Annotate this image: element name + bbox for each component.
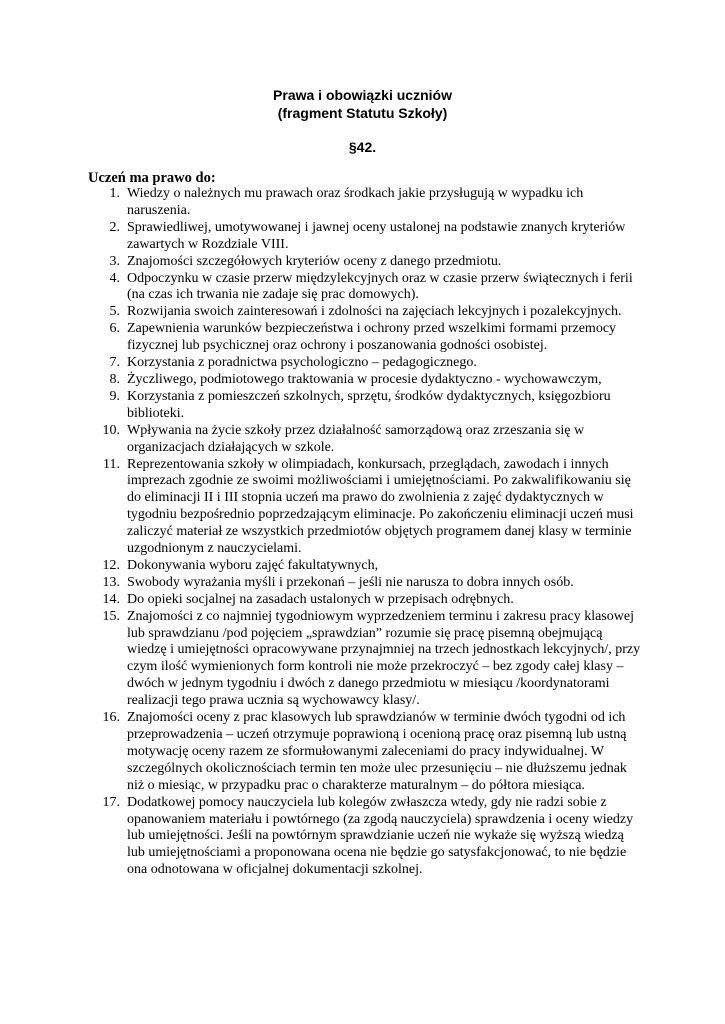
list-item-text: Wpływania na życie szkoły przez działalność samorządową oraz zrzeszania się w organizacjach działających w szkole. [127,422,585,455]
list-item [88,457,643,558]
list-item [88,609,643,710]
list-item-number: 12. [102,557,120,573]
list-item [88,271,643,305]
list-item-number: 8. [109,371,120,387]
list-item-text: Odpoczynku w czasie przerw międzylekcyjnych oraz w czasie przerw świątecznych i ferii (na czas ich trwania nie zadaje się prac domowych). [127,270,633,303]
list-item [88,321,643,355]
list-item-text: Korzystania z pomieszczeń szkolnych, sprzętu, środków dydaktycznych, księgozbioru biblioteki. [127,388,611,421]
list-item-text: Do opieki socjalnej na zasadach ustalonych w przepisach odrębnych. [127,591,514,607]
list-item-number: 5. [109,304,120,320]
rights-list [88,186,643,879]
list-item-text: Znajomości z co najmniej tygodniowym wyprzedzeniem terminu i zakresu pracy klasowej lub sprawdzianu /pod pojęciem „sprawdzian” rozumie się pracę pisemną obejmującą wiedzę i umiejętności opracowywane przynajmniej na trzech jednostkach lekcyjnych/, przy czym ilość wymienionych form kontroli nie może przekroczyć – bez zgody całej klasy – dwóch w jednym tygodniu i dwóch z danego przedmiotu w miesiącu /koordynatorami realizacji tego prawa ucznia są wychowawcy klasy/. [127,608,641,709]
list-item-text: Rozwijania swoich zainteresowań i zdolności na zajęciach lekcyjnych i pozalekcyjnych. [127,304,622,320]
list-item-number: 3. [109,253,120,269]
list-item-number: 11. [103,456,120,472]
list-item-text: Sprawiedliwej, umotywowanej i jawnej oceny ustalonej na podstawie znanych kryteriów zawartych w Rozdziale VIII. [127,219,626,252]
list-item-number: 4. [109,270,120,286]
list-item-number: 16. [102,710,120,726]
list-item-number: 17. [102,794,120,810]
list-item-number: 13. [102,574,120,590]
list-item-text: Znajomości oceny z prac klasowych lub sprawdzianów w terminie dwóch tygodni od ich przeprowadzenia – uczeń otrzymuje poprawioną i ocenioną pracę oraz pisemną lub ustną motywację oceny razem ze sformułowanymi zaleceniami do pracy indywidualnej. W szczególnych okolicznościach termin ten może ulec przesunięciu – nie dłuższemu jednak niż o miesiąc, w przypadku prac o charakterze maturalnym – do półtora miesiąca. [127,710,627,793]
list-item-number: 1. [109,186,120,201]
list-item-number: 6. [109,321,120,337]
list-item-text: Dokonywania wyboru zajęć fakultatywnych, [127,557,379,573]
list-item-text: Zapewnienia warunków bezpieczeństwa i ochrony przed wszelkimi formami przemocy fizycznej lub psychicznej oraz ochrony i poszanowania godności osobistej. [127,321,617,354]
list-item [88,372,643,389]
list-item [88,592,643,609]
list-item-number: 2. [109,219,120,235]
list-item-text: Reprezentowania szkoły w olimpiadach, konkursach, przeglądach, zawodach i innych imprezach zgodnie ze swoimi możliwościami i umiejętnościami. Po zakwalifikowaniu się do eliminacji II i III stopnia uczeń ma prawo do zwolnienia z zajęć dydaktycznych w tygodniu bezpośrednio poprzedzającym eliminacje. Po zakończeniu eliminacji uczeń musi zaliczyć materiał ze wszystkich przedmiotów objętych programem danej klasy w terminie uzgodnionym z nauczycielami. [127,456,634,557]
list-item [88,304,643,321]
list-item-text: Znajomości szczegółowych kryteriów oceny z danego przedmiotu. [127,253,502,269]
list-item [88,795,643,880]
list-item-number: 9. [109,388,120,404]
document-title: Prawa i obowiązki uczniów [273,87,452,103]
list-item-number: 7. [109,355,120,371]
document-subtitle: (fragment Statutu Szkoły) [277,105,448,121]
list-item-text: Życzliwego, podmiotowego traktowania w procesie dydaktyczno - wychowawczym, [127,371,602,387]
list-item [88,389,643,423]
list-item-number: 10. [102,422,120,438]
list-item-number: 14. [102,591,120,607]
list-item-text: Swobody wyrażania myśli i przekonań – jeśli nie narusza to dobra innych osób. [127,574,574,590]
list-item-text: Wiedzy o należnych mu prawach oraz środkach jakie przysługują w wypadku ich naruszenia. [127,186,584,218]
list-item [88,423,643,457]
list-item [88,220,643,254]
list-item-number: 15. [102,608,120,624]
list-item [88,254,643,271]
list-item [88,186,643,220]
list-item-text: Dodatkowej pomocy nauczyciela lub kolegów zwłaszcza wtedy, gdy nie radzi sobie z opanowaniem materiału i powtórnego (za zgodą nauczyciela) sprawdzenia i oceny wiedzy lub umiejętności. Jeśli na powtórnym sprawdzianie uczeń nie wykaże się wyższą wiedzą lub umiejętnościami a proponowana ocena nie będzie go satysfakcjonować, to nie będzie ona odnotowana w oficjalnej dokumentacji szkolnej. [127,794,634,878]
list-item [88,558,643,575]
list-item [88,575,643,592]
section-number: §42. [348,139,377,155]
rights-heading: Uczeń ma prawo do: [88,170,216,186]
list-item [88,710,643,795]
list-item [88,355,643,372]
list-item-text: Korzystania z poradnictwa psychologiczno – pedagogicznego. [127,355,477,371]
